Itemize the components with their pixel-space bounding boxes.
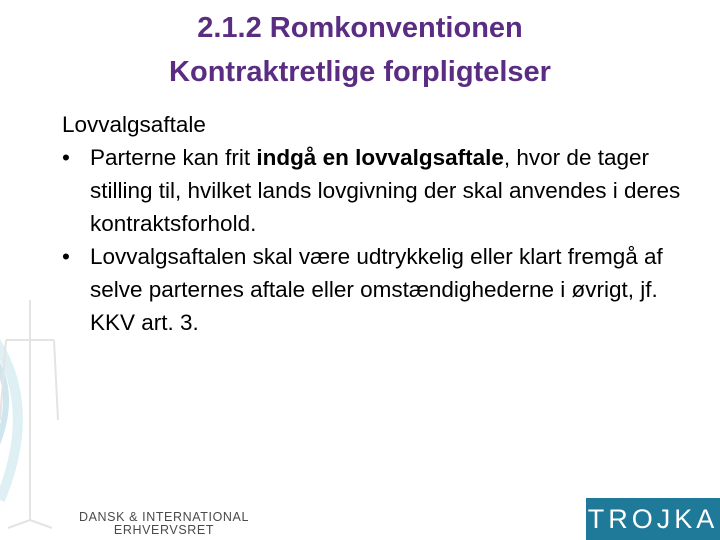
bullet-text-pre: Parterne kan frit (90, 145, 257, 170)
slide-body (62, 108, 682, 339)
section-heading: Lovvalgsaftale (62, 112, 206, 137)
bullet-text-post: , hvor de tager stilling til, hvilket lands lovgivning der skal anvendes i deres kontraktsforhold. (90, 145, 681, 236)
title-line-1: 2.1.2 Romkonventionen (197, 12, 523, 44)
bullet-marker: • (62, 145, 70, 170)
bullet-text-bold: indgå en lovvalgsaftale (256, 145, 504, 170)
slide-title (0, 6, 720, 94)
bullet-text: Lovvalgsaftalen skal være udtrykkelig eller klart fremgå af selve parternes aftale eller omstændighederne i øvrigt, jf. KKV art. 3. (90, 244, 663, 335)
bullet-item (62, 240, 682, 339)
footer-organization (64, 511, 264, 537)
trojka-logo: TROJKA (586, 498, 720, 540)
title-line-2: Kontraktretlige forpligtelser (169, 56, 551, 88)
footer-line-2: ERHVERVSRET (113, 523, 215, 537)
bullet-item (62, 141, 682, 240)
footer-line-1: DANSK & INTERNATIONAL (78, 510, 250, 524)
bullet-marker: • (62, 244, 70, 269)
